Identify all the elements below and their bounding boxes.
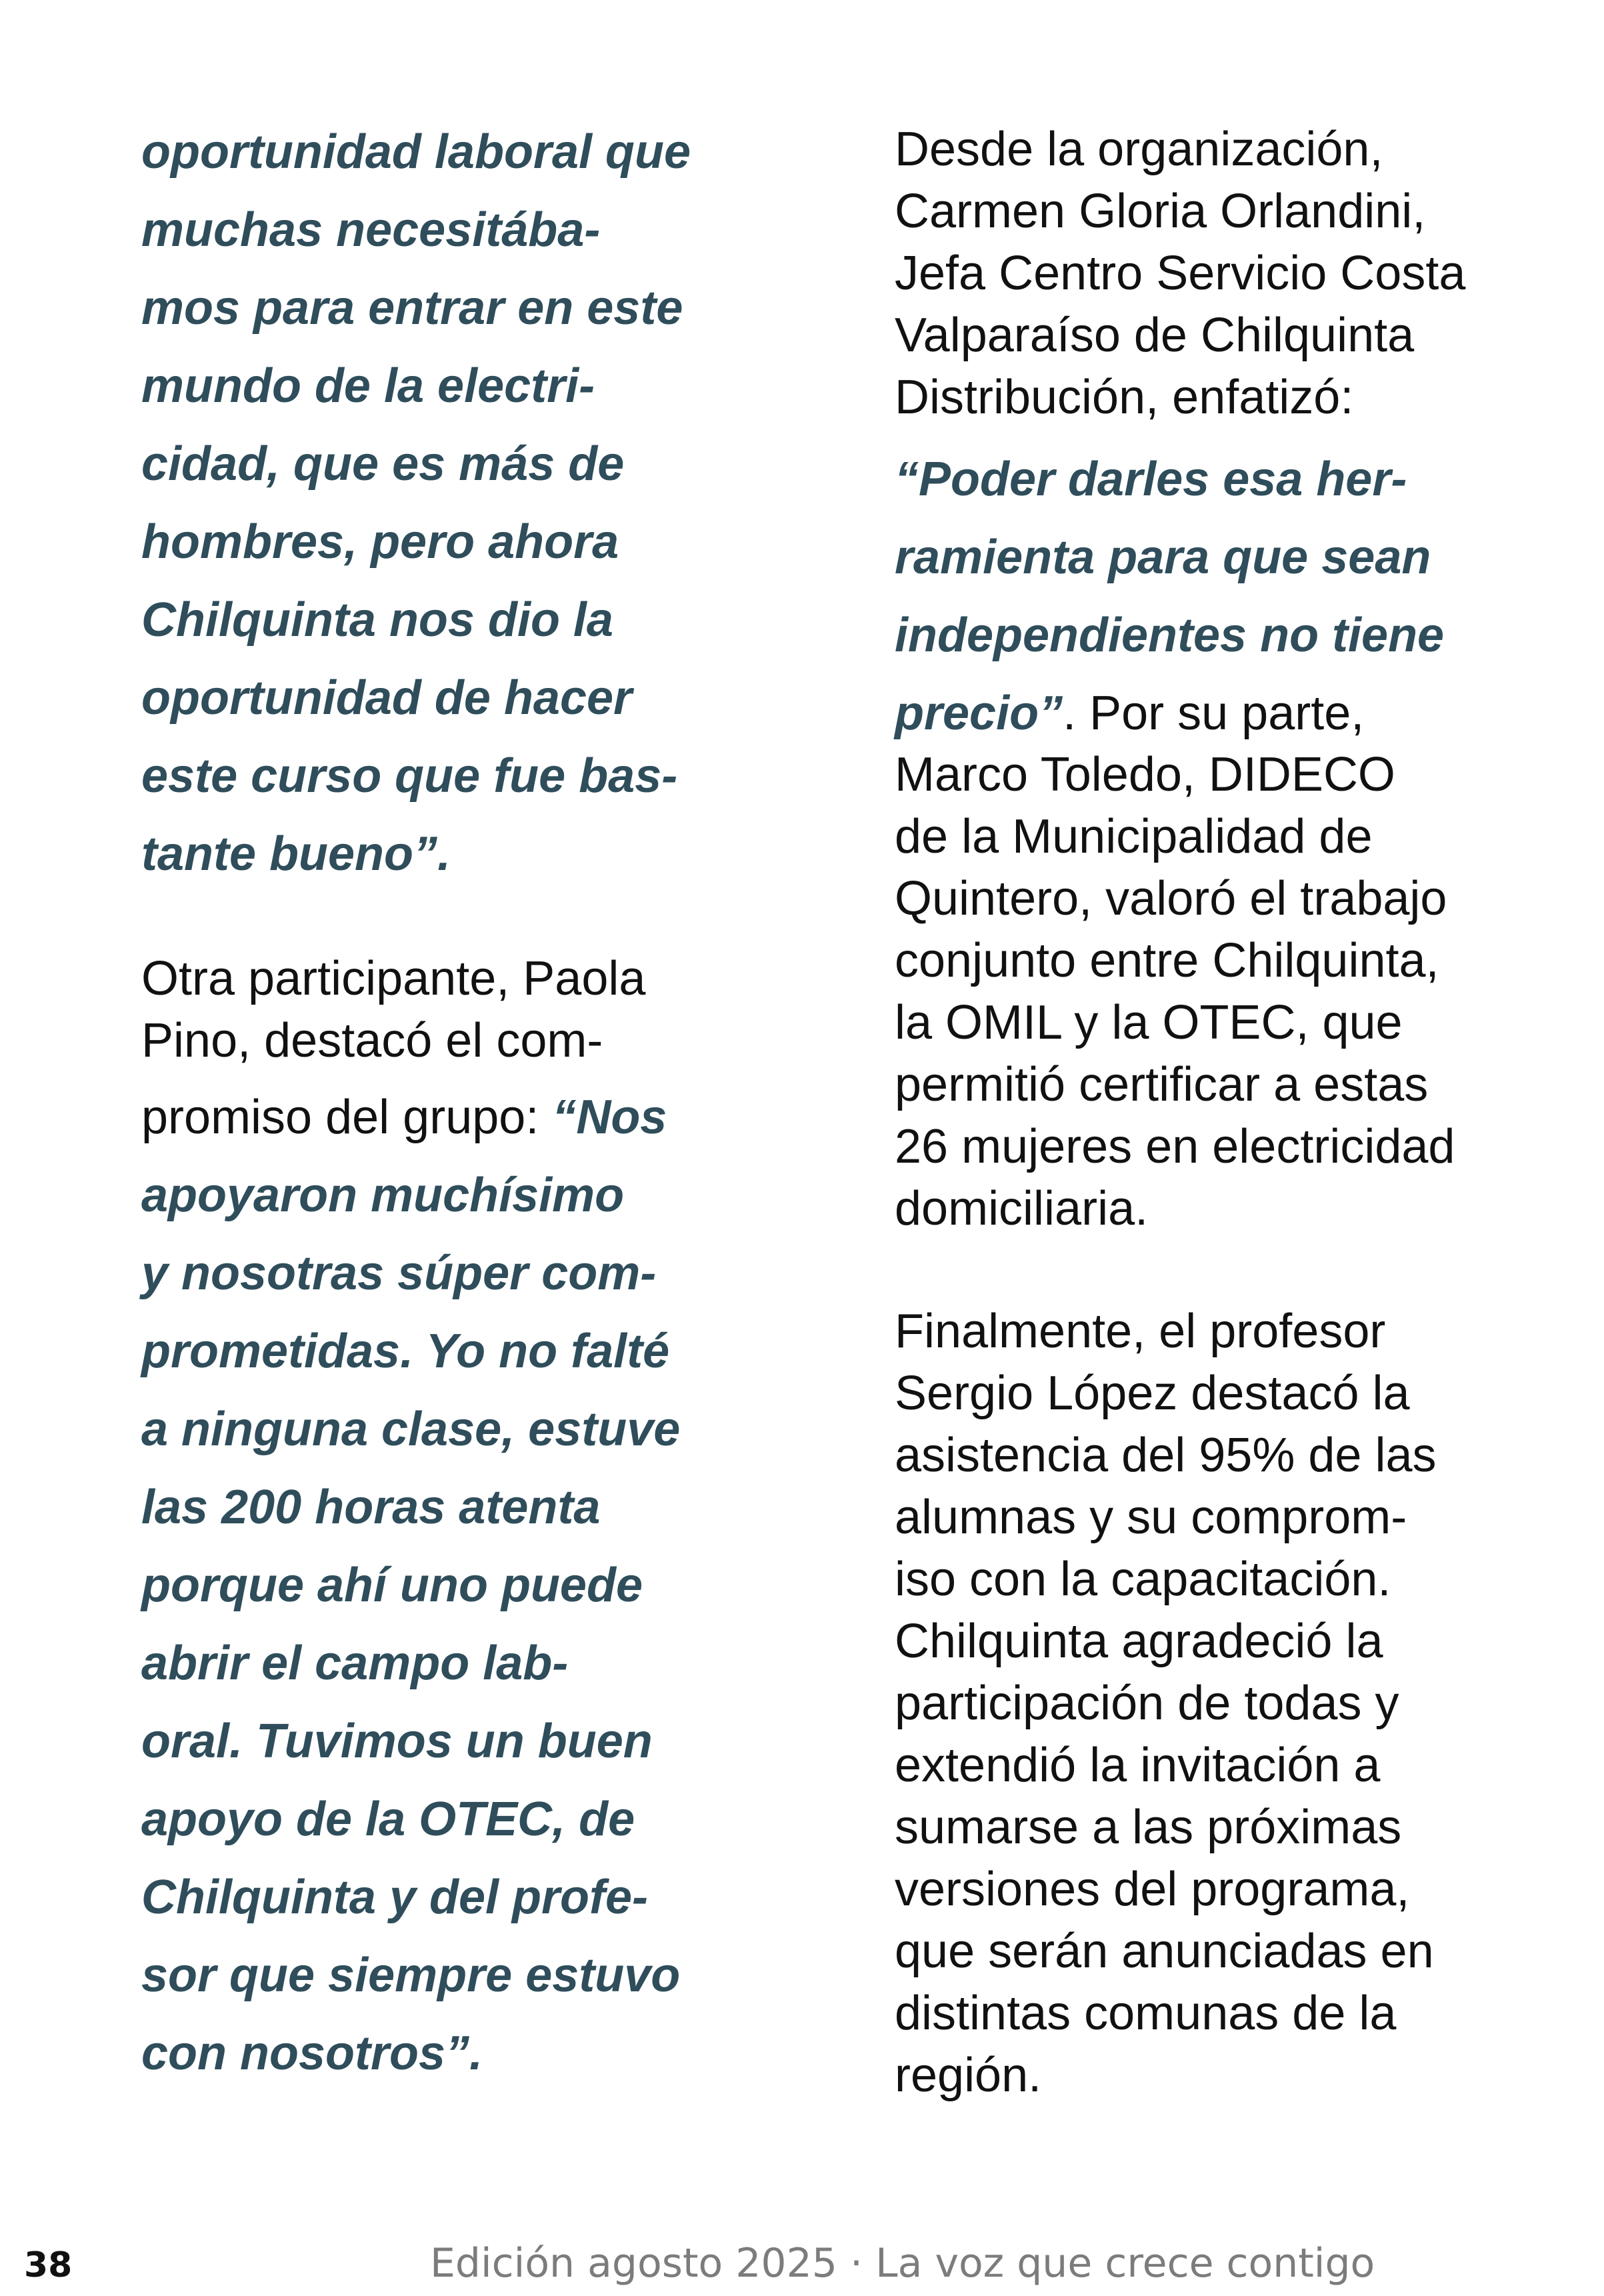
quote-line: abrir el campo lab-: [141, 1637, 569, 1690]
quote-line: “Poder darles esa her-: [895, 453, 1407, 506]
quote-line: sor que siempre estuvo: [141, 1949, 681, 2002]
body-line: participación de todas y: [895, 1677, 1399, 1730]
body-line: sumarse a las próximas: [895, 1801, 1402, 1854]
body-line: Distribución, enfatizó:: [895, 371, 1354, 424]
body-line: de la Municipalidad de: [895, 810, 1373, 863]
body-line: domiciliaria.: [895, 1182, 1149, 1235]
body-line-mixed: [895, 687, 1365, 740]
quote-line: mundo de la electri-: [141, 359, 595, 413]
body-line: distintas comunas de la: [895, 1987, 1397, 2040]
body-line: 26 mujeres en electricidad: [895, 1120, 1455, 1173]
quote-text: precio”: [895, 687, 1063, 740]
body-line: Carmen Gloria Orlandini,: [895, 185, 1426, 238]
quote-line: las 200 horas atenta: [141, 1481, 601, 1534]
page-number: 38: [24, 2245, 73, 2285]
quote-line: oportunidad de hacer: [141, 671, 633, 725]
body-line: Chilquinta agradeció la: [895, 1615, 1383, 1668]
body-line: Otra participante, Paola: [141, 952, 646, 1005]
quote-line: a ninguna clase, estuve: [141, 1403, 681, 1456]
quote-line: mos para entrar en este: [141, 281, 683, 335]
quote-line: Chilquinta nos dio la: [141, 593, 613, 647]
body-line: la OMIL y la OTEC, que: [895, 996, 1403, 1049]
body-line: Quintero, valoró el trabajo: [895, 872, 1447, 925]
body-line: Finalmente, el profesor: [895, 1305, 1386, 1358]
body-line: región.: [895, 2049, 1042, 2102]
quote-line: Chilquinta y del profe-: [141, 1871, 649, 1924]
body-line: Marco Toledo, DIDECO: [895, 748, 1395, 801]
body-line: Jefa Centro Servicio Costa: [895, 247, 1466, 300]
quote-line: muchas necesitába-: [141, 203, 601, 257]
quote-line: prometidas. Yo no falté: [141, 1325, 670, 1378]
body-line: Sergio López destacó la: [895, 1367, 1410, 1420]
quote-text: “Nos: [552, 1091, 667, 1144]
quote-line: porque ahí uno puede: [141, 1559, 643, 1612]
body-line: conjunto entre Chilquinta,: [895, 934, 1439, 987]
quote-line: apoyaron muchísimo: [141, 1169, 625, 1222]
quote-line: apoyo de la OTEC, de: [141, 1793, 635, 1846]
quote-line: oportunidad laboral que: [141, 125, 691, 179]
quote-line: oral. Tuvimos un buen: [141, 1715, 653, 1768]
body-line: Desde la organización,: [895, 123, 1383, 176]
quote-line: ramienta para que sean: [895, 531, 1431, 584]
quote-line: con nosotros”.: [141, 2027, 483, 2080]
quote-line: y nosotras súper com-: [141, 1247, 657, 1300]
quote-line: cidad, que es más de: [141, 437, 625, 491]
edition-footer: Edición agosto 2025 · La voz que crece contigo: [430, 2240, 1375, 2287]
body-line: Valparaíso de Chilquinta: [895, 309, 1415, 362]
quote-line: tante bueno”.: [141, 827, 451, 881]
body-text: promiso del grupo:: [141, 1091, 553, 1144]
body-text: . Por su parte,: [1063, 687, 1365, 740]
quote-line: independientes no tiene: [895, 609, 1445, 662]
body-line: extendió la invitación a: [895, 1739, 1381, 1792]
body-line: permitió certificar a estas: [895, 1058, 1429, 1111]
quote-line: hombres, pero ahora: [141, 515, 619, 569]
body-line: versiones del programa,: [895, 1863, 1410, 1916]
body-line: iso con la capacitación.: [895, 1553, 1391, 1606]
body-line: alumnas y su comprom-: [895, 1491, 1407, 1544]
body-line: que serán anunciadas en: [895, 1925, 1434, 1978]
quote-line: este curso que fue bas-: [141, 749, 678, 803]
body-line-mixed: [141, 1091, 667, 1144]
body-line: Pino, destacó el com-: [141, 1014, 603, 1067]
body-line: asistencia del 95% de las: [895, 1429, 1437, 1482]
